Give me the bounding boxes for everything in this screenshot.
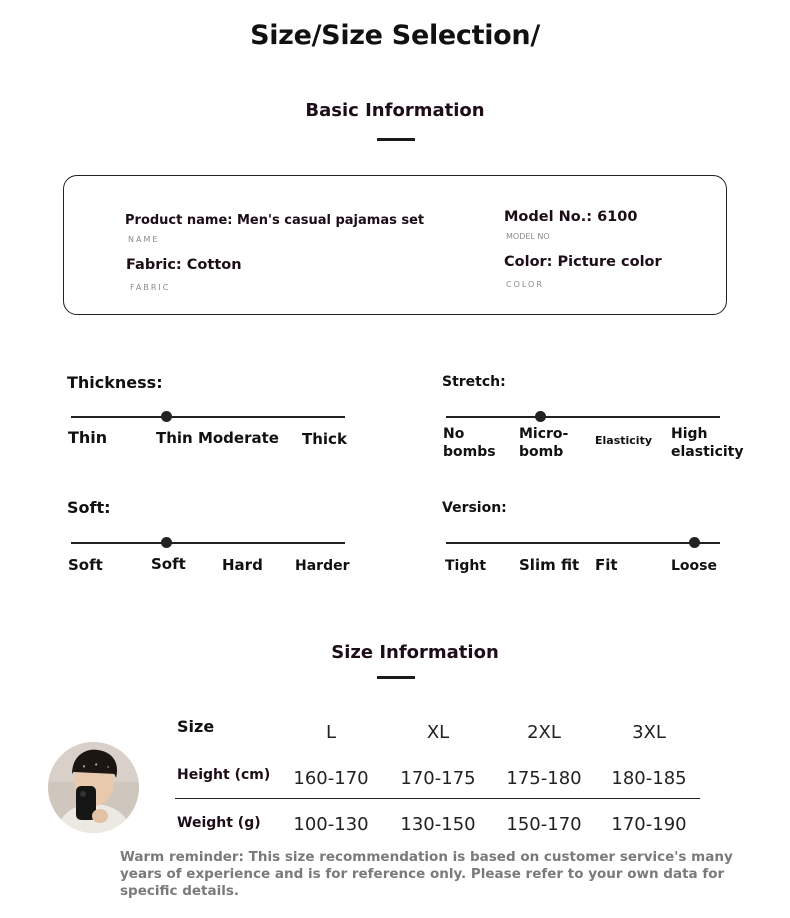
table-cell: 150-170 bbox=[506, 814, 582, 835]
thickness-option: Thick bbox=[302, 430, 347, 448]
thickness-scale bbox=[71, 416, 345, 418]
table-cell: 170-175 bbox=[400, 768, 476, 789]
table-cell: 170-190 bbox=[611, 814, 687, 835]
fabric: Fabric: Cotton bbox=[126, 257, 242, 273]
page-title: Size/Size Selection/ bbox=[250, 20, 540, 51]
soft-title: Soft: bbox=[67, 498, 111, 517]
model-number: Model No.: 6100 bbox=[504, 209, 638, 225]
version-option: Tight bbox=[445, 558, 487, 574]
soft-option: Harder bbox=[295, 558, 350, 574]
soft-option: Soft bbox=[68, 556, 103, 574]
stretch-title: Stretch: bbox=[442, 374, 506, 390]
soft-scale bbox=[71, 542, 345, 544]
thickness-option: Thin bbox=[68, 428, 108, 447]
color-sub: COLOR bbox=[506, 280, 544, 289]
table-cell: 160-170 bbox=[293, 768, 369, 789]
table-cell: 175-180 bbox=[506, 768, 582, 789]
warm-reminder: Warm reminder: This size recommendation is based on customer service's many years of experience and is for reference only. Please refer to your own data for specific details. bbox=[120, 849, 733, 899]
table-cell: 100-130 bbox=[293, 814, 369, 835]
thickness-title: Thickness: bbox=[67, 373, 163, 392]
basic-info-card bbox=[63, 175, 727, 315]
thickness-indicator bbox=[161, 411, 172, 422]
version-title: Version: bbox=[442, 500, 507, 516]
stretch-option: Micro-bomb bbox=[519, 426, 569, 460]
size-column-header: 3XL bbox=[632, 722, 666, 743]
table-divider bbox=[175, 798, 700, 799]
size-column-header: XL bbox=[426, 722, 450, 743]
thickness-option: Thin Moderate bbox=[156, 429, 279, 447]
soft-indicator bbox=[161, 537, 172, 548]
basic-info-heading: Basic Information bbox=[305, 100, 485, 121]
height-row-label: Height (cm) bbox=[177, 767, 271, 783]
version-indicator bbox=[689, 537, 700, 548]
size-info-heading: Size Information bbox=[331, 642, 499, 663]
table-cell: 180-185 bbox=[611, 768, 687, 789]
stretch-option: Elasticity bbox=[595, 434, 653, 447]
product-name: Product name: Men's casual pajamas set bbox=[125, 213, 425, 228]
stretch-scale bbox=[446, 416, 720, 418]
color: Color: Picture color bbox=[504, 254, 662, 270]
product-name-sub: NAME bbox=[128, 235, 160, 244]
size-header-label: Size bbox=[177, 717, 215, 736]
stretch-indicator bbox=[535, 411, 546, 422]
model-number-sub: MODEL NO bbox=[506, 232, 550, 241]
stretch-option: High elasticity bbox=[671, 426, 744, 460]
size-column-header: 2XL bbox=[527, 722, 561, 743]
version-option: Fit bbox=[595, 556, 618, 574]
model-avatar bbox=[48, 742, 139, 833]
soft-option: Soft bbox=[151, 555, 186, 573]
basic-info-underline bbox=[377, 138, 415, 141]
soft-option: Hard bbox=[222, 556, 263, 574]
version-scale bbox=[446, 542, 720, 544]
version-option: Loose bbox=[671, 558, 717, 574]
size-column-header: L bbox=[325, 722, 337, 743]
table-cell: 130-150 bbox=[400, 814, 476, 835]
version-option: Slim fit bbox=[519, 556, 580, 574]
weight-row-label: Weight (g) bbox=[177, 815, 261, 831]
size-info-underline bbox=[377, 676, 415, 679]
avatar-photo bbox=[48, 742, 139, 833]
stretch-option: No bombs bbox=[443, 426, 496, 460]
fabric-sub: FABRIC bbox=[130, 283, 171, 292]
